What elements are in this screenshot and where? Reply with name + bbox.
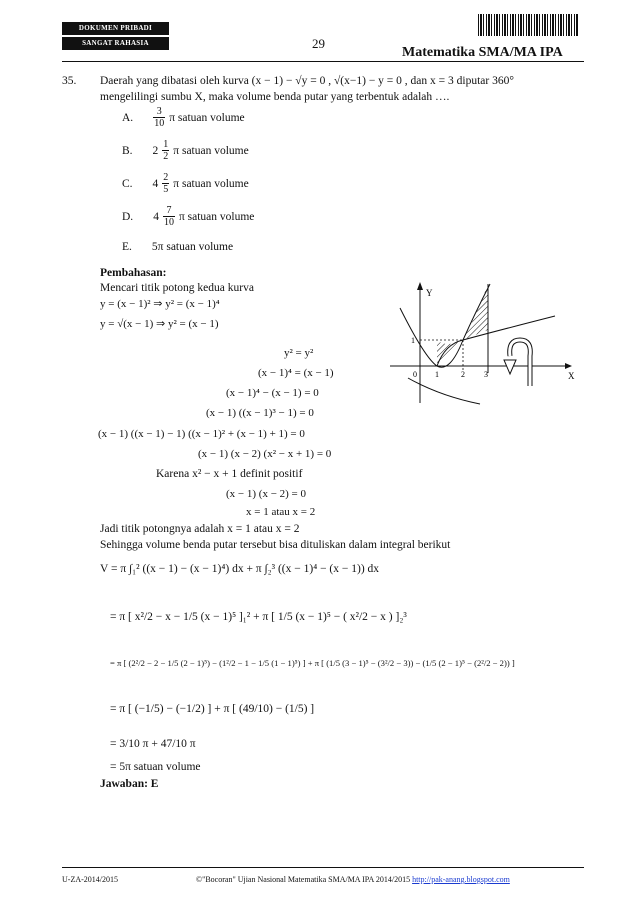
step-line: (x − 1)⁴ − (x − 1) = 0 bbox=[226, 387, 319, 399]
page-number: 29 bbox=[312, 36, 325, 51]
barcode bbox=[478, 14, 578, 36]
question-line-2: mengelilingi sumbu X, maka volume benda putar yang terbentuk adalah …. bbox=[100, 91, 450, 103]
integral-line: V = π ∫₁² ((x − 1) − (x − 1)⁴) dx + π ∫₂³ ((x − 1)⁴ − (x − 1)) dx bbox=[100, 563, 380, 575]
definit-note: Karena x² − x + 1 definit positif bbox=[156, 468, 303, 480]
option-b: B. 2 $\frac{1}{2}$ π satuan volume bbox=[122, 139, 249, 162]
secret-label: SANGAT RAHASIA bbox=[62, 37, 169, 50]
option-e: E. 5π satuan volume bbox=[122, 241, 234, 253]
integral-line: = π [ x²/2 − x − 1/5 (x − 1)⁵ ]₁² + π [ 1/5 (x − 1)⁵ − ( x²/2 − x ) ]₂³ bbox=[110, 611, 407, 623]
option-fraction: $\frac{2}{5}$ bbox=[163, 172, 169, 195]
tick-label: 2 bbox=[461, 370, 465, 379]
subject-title: Matematika SMA/MA IPA bbox=[402, 45, 563, 60]
option-a: A. $\frac{3}{10}$ π satuan volume bbox=[122, 106, 245, 129]
step-line: y² = y² bbox=[284, 347, 314, 359]
option-letter: A. bbox=[122, 112, 134, 125]
step-line: (x − 1) ((x − 1) − 1) ((x − 1)² + (x − 1) + 1) = 0 bbox=[98, 428, 305, 440]
integral-line: = 3/10 π + 47/10 π bbox=[110, 738, 196, 750]
step-line: (x − 1) (x − 2) (x² − x + 1) = 0 bbox=[198, 448, 332, 460]
y-tick-label: 1 bbox=[411, 336, 415, 345]
solution-heading: Pembahasan: bbox=[100, 267, 167, 279]
solution-intro: Mencari titik potong kedua kurva bbox=[100, 282, 254, 294]
option-fraction: $\frac{1}{2}$ bbox=[163, 139, 169, 162]
option-fraction: $\frac{7}{10}$ bbox=[163, 205, 174, 228]
tick-label: 1 bbox=[435, 370, 439, 379]
y-axis-arrow bbox=[417, 282, 423, 290]
option-d: D. 4 $\frac{7}{10}$ π satuan volume bbox=[122, 205, 255, 228]
region-1 bbox=[437, 340, 463, 366]
integral-line: = π [ (2²/2 − 2 − 1/5 (2 − 1)⁵) − (1²/2 − 1 − 1/5 (1 − 1)⁵) ] + π [ (1/5 (3 − 1)⁵ − (3²/2 − 3)) − (1/5 (2 − 1)⁵ − (2²/2 − 2)) ] bbox=[110, 658, 515, 668]
integral-line: = 5π satuan volume bbox=[110, 761, 201, 773]
doc-label: DOKUMEN PRIBADI bbox=[62, 22, 169, 35]
tick-label: 0 bbox=[413, 370, 417, 379]
option-c: C. 4 $\frac{2}{5}$ π satuan volume bbox=[122, 172, 249, 195]
equation-2: y = √(x − 1) ⇒ y² = (x − 1) bbox=[100, 318, 219, 330]
conclusion-1: Jadi titik potongnya adalah x = 1 atau x = 2 bbox=[100, 523, 300, 535]
answer: Jawaban: E bbox=[100, 778, 159, 790]
footer-rule bbox=[62, 867, 584, 868]
equation-1: y = (x − 1)² ⇒ y² = (x − 1)⁴ bbox=[100, 298, 220, 310]
step-line: (x − 1)⁴ = (x − 1) bbox=[258, 367, 334, 379]
step-line: (x − 1) (x − 2) = 0 bbox=[226, 488, 307, 500]
question-number: 35. bbox=[62, 75, 77, 87]
question-line-1: Daerah yang dibatasi oleh kurva (x − 1) − √y = 0 , √(x−1) − y = 0 , dan x = 3 diputar 360° bbox=[100, 75, 514, 87]
footer-link[interactable]: http://pak-anang.blogspot.com bbox=[412, 875, 510, 884]
integral-line: = π [ (−1/5) − (−1/2) ] + π [ (49/10) − (1/5) ] bbox=[110, 703, 315, 715]
step-line: x = 1 atau x = 2 bbox=[246, 506, 316, 518]
x-axis-arrow bbox=[565, 363, 572, 369]
footer-text: ©"Bocoran" Ujian Nasional Matematika SMA/MA IPA 2014/2015 http://pak-anang.blogspot.com bbox=[196, 875, 510, 884]
footer-code: U-ZA-2014/2015 bbox=[62, 875, 118, 884]
root-curve bbox=[437, 316, 555, 366]
conclusion-2: Sehingga volume benda putar tersebut bisa dituliskan dalam integral berikut bbox=[100, 539, 451, 551]
curves-graph bbox=[380, 278, 580, 408]
lower-curve bbox=[408, 378, 480, 404]
header-rule bbox=[62, 61, 584, 62]
x-axis-label: X bbox=[568, 371, 575, 381]
y-axis-label: Y bbox=[426, 288, 433, 298]
option-fraction: $\frac{3}{10}$ bbox=[154, 106, 165, 129]
tick-label: 3 bbox=[484, 370, 488, 379]
step-line: (x − 1) ((x − 1)³ − 1) = 0 bbox=[206, 407, 314, 419]
